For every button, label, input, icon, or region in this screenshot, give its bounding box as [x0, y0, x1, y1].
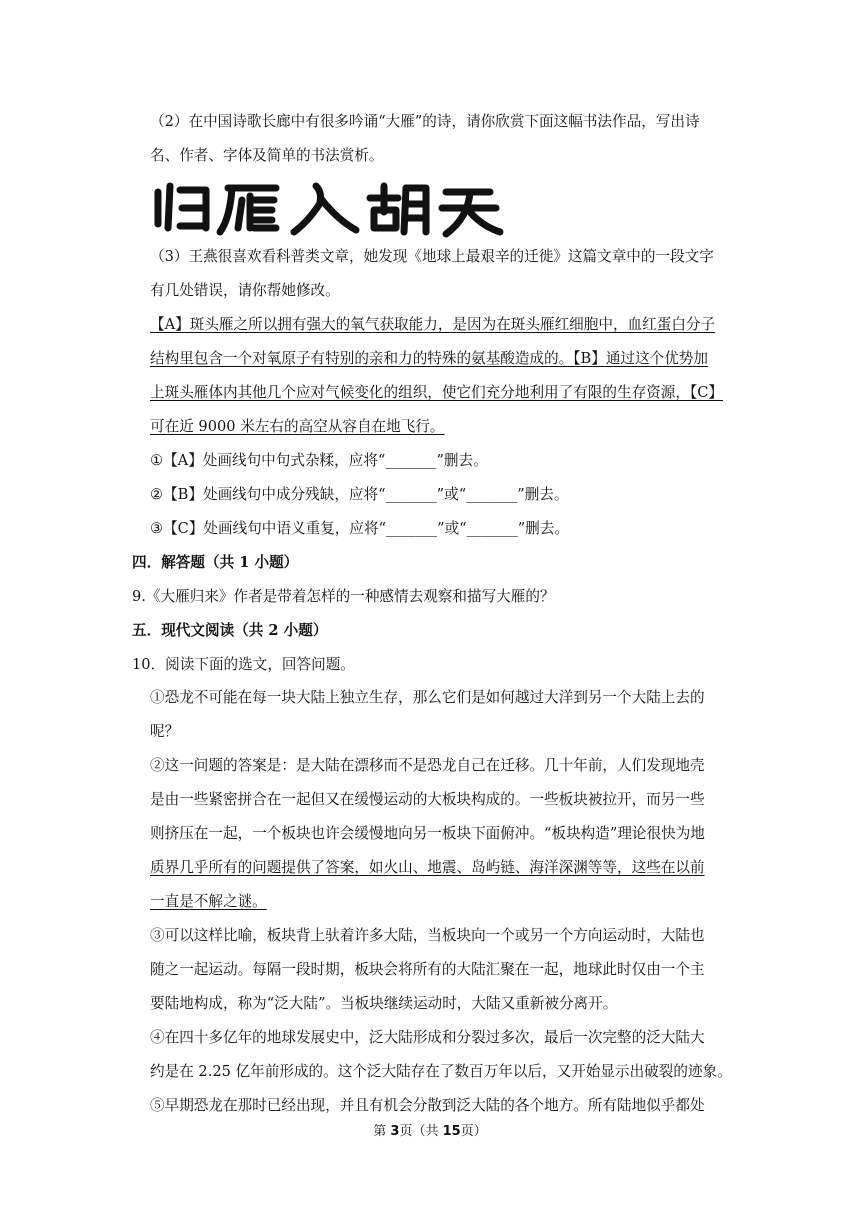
item-1: ①【A】处画线句中句式杂糅，应将“_______”删去。 — [150, 452, 488, 469]
reading-line-10: 要陆地构成，称为“泛大陆”。当板块继续运动时，大陆又重新被分离开。 — [150, 995, 618, 1012]
reading-line-13: ⑤早期恐龙在那时已经出现，并且有机会分散到泛大陆的各个地方。所有陆地似乎都处 — [150, 1097, 705, 1114]
item-3: ③【C】处画线句中语义重复，应将“_______”或“_______”删去。 — [150, 520, 569, 537]
reading-line-11: ④在四十多亿年的地球发展史中，泛大陆形成和分裂过多次，最后一次完整的泛大陆大 — [150, 1029, 705, 1046]
reading-line-9: 随之一起运动。每隔一段时期，板块会将所有的大陆汇聚在一起，地球此时仅由一个主 — [150, 961, 705, 978]
passage-line-2: 结构里包含一个对氧原子有特别的亲和力的特殊的氨基酸造成的。【B】通过这个优势加 — [150, 350, 708, 367]
q8-3-line2: 有几处错误，请你帮她修改。 — [150, 282, 340, 299]
section-5-title: 五．现代文阅读（共 2 小题） — [132, 622, 328, 639]
passage-line-4: 可在近 9000 米左右的高空从容自在地飞行。 — [150, 418, 445, 435]
reading-line-5: 则挤压在一起，一个板块也许会缓慢地向另一板块下面俯冲。“板块构造”理论很快为地 — [150, 825, 705, 842]
total-pages: 15 — [442, 1124, 461, 1139]
passage-line-3: 上斑头雁体内其他几个应对气候变化的组织，使它们充分地利用了有限的生存资源，【C】 — [150, 384, 724, 401]
question-9: 9.《大雁归来》作者是带着怎样的一种感情去观察和描写大雁的？ — [132, 588, 555, 605]
reading-line-12: 约是在 2.25 亿年前形成的。这个泛大陆存在了数百万年以后，又开始显示出破裂的迹象。 — [150, 1063, 732, 1080]
passage-line-1: 【A】斑头雁之所以拥有强大的氧气获取能力，是因为在斑头雁红细胞中，血红蛋白分子 — [150, 316, 716, 333]
reading-line-3: ②这一问题的答案是：是大陆在漂移而不是恐龙自己在迁移。几十年前，人们发现地壳 — [150, 757, 705, 774]
q8-2-line2: 名、作者、字体及简单的书法赏析。 — [150, 147, 384, 164]
reading-line-1: ①恐龙不可能在每一块大陆上独立生存，那么它们是如何越过大洋到另一个大陆上去的 — [150, 689, 705, 706]
footer-mid: 页（共 — [399, 1124, 443, 1139]
calligraphy-image — [150, 178, 510, 238]
page-footer — [0, 1120, 860, 1139]
section-4-title: 四．解答题（共 1 小题） — [132, 554, 299, 571]
reading-line-2: 呢？ — [150, 723, 180, 740]
reading-line-6: 质界几乎所有的问题提供了答案，如火山、地震、岛屿链、海洋深渊等等，这些在以前 — [150, 859, 705, 876]
reading-line-8: ③可以这样比喻，板块背上驮着许多大陆，当板块向一个或另一个方向运动时，大陆也 — [150, 927, 705, 944]
item-2: ②【B】处画线句中成分残缺，应将“_______”或“_______”删去。 — [150, 486, 569, 503]
q8-3-line1: （3）王燕很喜欢看科普类文章，她发现《地球上最艰辛的迁徙》这篇文章中的一段文字 — [150, 248, 714, 265]
q8-2-line1: （2）在中国诗歌长廊中有很多吟诵“大雁”的诗，请你欣赏下面这幅书法作品，写出诗 — [150, 113, 700, 130]
footer-pre: 第 — [373, 1124, 391, 1139]
question-10: 10．阅读下面的选文，回答问题。 — [132, 656, 355, 673]
page-number: 3 — [390, 1124, 400, 1139]
reading-line-4: 是由一些紧密拼合在一起但又在缓慢运动的大板块构成的。一些板块被拉开，而另一些 — [150, 791, 705, 808]
reading-line-7: 一直是不解之谜。 — [150, 893, 267, 910]
footer-post: 页） — [460, 1124, 487, 1139]
